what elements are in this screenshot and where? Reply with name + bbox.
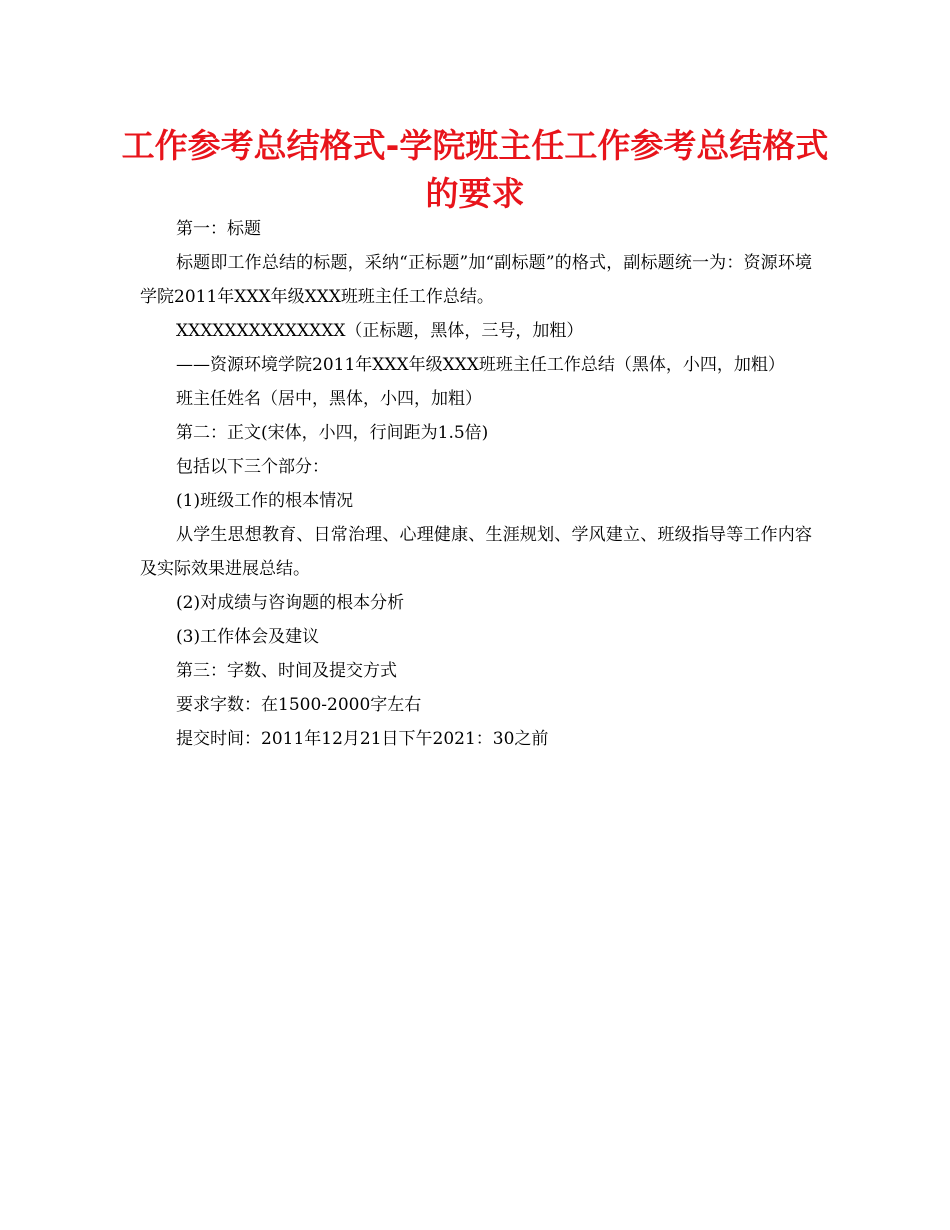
paragraph: 班主任姓名（居中，黑体，小四，加粗）	[176, 389, 482, 409]
paragraph: 从学生思想教育、日常治理、心理健康、生涯规划、学风建立、班级指导等工作内容及实际效果进展总结。	[140, 525, 812, 579]
paragraph: 要求字数：在1500-2000字左右	[176, 695, 422, 715]
section-heading-submission: 第三：字数、时间及提交方式	[176, 661, 397, 681]
list-item: (2)对成绩与咨询题的根本分析	[176, 593, 405, 613]
list-item: (1)班级工作的根本情况	[176, 491, 354, 511]
section-heading-title: 第一：标题	[176, 219, 261, 239]
paragraph: 提交时间：2011年12月21日下午2021：30之前	[176, 729, 549, 749]
section-heading-body: 第二：正文(宋体，小四，行间距为1.5倍)	[176, 423, 489, 443]
document-body	[140, 212, 812, 756]
paragraph: XXXXXXXXXXXXXX（正标题，黑体，三号，加粗）	[176, 321, 584, 341]
list-item: (3)工作体会及建议	[176, 627, 320, 647]
paragraph: ——资源环境学院2011年XXX年级XXX班班主任工作总结（黑体，小四，加粗）	[176, 355, 785, 375]
paragraph: 包括以下三个部分：	[176, 457, 329, 477]
document-title: 工作参考总结格式-学院班主任工作参考总结格式的要求	[121, 126, 829, 213]
paragraph: 标题即工作总结的标题，采纳“正标题”加“副标题”的格式，副标题统一为：资源环境学院2011年XXX年级XXX班班主任工作总结。	[140, 253, 812, 307]
